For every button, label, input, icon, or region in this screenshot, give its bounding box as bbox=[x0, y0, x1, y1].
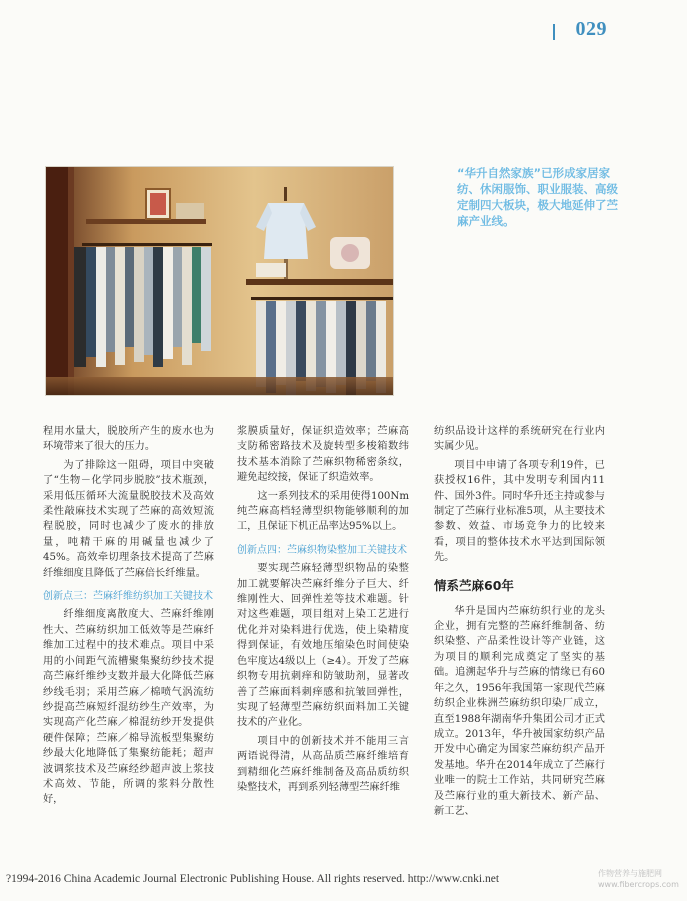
subheading-innovation-4: 创新点四：苎麻织物染整加工关键技术 bbox=[237, 544, 407, 556]
clothing-store-illustration bbox=[46, 167, 393, 395]
paragraph: 项目中的创新技术并不能用三言两语说得清，从高品质苎麻纤维培育到精细化苎麻纤维制备及高品质纺织染整技术，再到系列轻薄型苎麻纤维 bbox=[237, 735, 409, 793]
subheading-innovation-3: 创新点三：苎麻纤维纺织加工关键技术 bbox=[43, 591, 213, 603]
paragraph: 要实现苎麻轻薄型织物品的染整加工就要解决苎麻纤维分子巨大、纤维刚性大、回弹性差等技术难题。针对这些难题，项目组对上染工艺进行优化并对染料进行优选，使上染精度得到保证，有效地压缩染色时间使染色牢度达4级以上（≥4）。开发了苎麻织物专用抗刺痒和防皱助剂，显著改善了苎麻面料刺痒感和抗皱回弹性，实现了轻薄型苎麻纺织面料加工关键技术的产业化。 bbox=[237, 563, 409, 729]
paragraph: 纤维细度离散度大、苎麻纤维刚性大、苎麻纺织加工低效等是苎麻纤维加工过程中的技术难点。项目中采用的小间距气流槽聚集聚纺纱技术提高苎麻纤维纱支数并最大化降低苎麻纱线毛羽；采用苎麻／棉喷气涡流纺纱提高苎麻短纤混纺纱生产效率，为实现高产化苎麻／棉混纺纱开发提供硬件保障；苎麻／棉导流板型集聚纺纱最大化地降低了集聚纺能耗；超声波调浆技术及苎麻经纱超声波上浆技术高效、节能，所调的浆料分散性好， bbox=[43, 609, 214, 806]
paragraph: 项目中申请了各项专利19件，已获授权16件，其中发明专利国内11件、国外3件。同时华升还主持或参与制定了苎麻行业标准5项，从主要技术参数、效益、市场竞争力的比较来看，项目的整体技术水平达到国际领先。 bbox=[434, 459, 605, 564]
page-number-bar bbox=[553, 24, 555, 40]
text-column-3 bbox=[434, 424, 605, 819]
site-watermark: 作物营养与施肥网 www.fibercrops.com bbox=[598, 869, 679, 889]
paragraph: 为了排除这一阻碍，项目中突破了“生物－化学同步脱胶”技术瓶颈，采用低压循环大流量脱胶技术及高效柔性敲麻技术实现了苎麻的高效短流程脱胶，同时也减少了废水的排放量，吨精干麻的用碱量也减少了45%。高效牵切理条技术提高了苎麻纤维细度且降低了苎麻倍长纤维量。 bbox=[43, 459, 214, 579]
text-column-2 bbox=[237, 424, 409, 795]
paragraph: 华升是国内苎麻纺织行业的龙头企业，拥有完整的苎麻纤维制备、纺织染整、产品柔性设计等产业链，这为项目的顺利完成奠定了坚实的基础。追溯起华升与苎麻的情缘已有60年之久，1956年我国第一家现代苎麻纺织企业株洲苎麻纺织印染厂成立，直至1988年湖南华升集团公司才正式成立。2013年，华升被国家纺织产品开发中心确定为国家苎麻纺织产品开发基地。华升在2014年成立了苎麻行业唯一的院士工作站，共同研究苎麻及苎麻行业的重大新技术、新产品、新工艺、 bbox=[434, 605, 605, 817]
page-number: 029 bbox=[575, 18, 607, 40]
paragraph: 纺织品设计这样的系统研究在行业内实属少见。 bbox=[434, 426, 605, 453]
paragraph: 这一系列技术的采用使得100Nm纯苎麻高档轻薄型织物能够顺利的加工，且保证下机正品率达95%以上。 bbox=[237, 490, 409, 533]
text-column-1 bbox=[43, 424, 214, 808]
photo-caption: “华升自然家族”已形成家居家纺、休闲服饰、职业服装、高级定制四大板块，极大地延伸了苎麻产业线。 bbox=[457, 166, 618, 228]
paragraph: 浆膜质量好，保证织造效率；苎麻高支防稀密路技术及旋转型多梭箱数纬技术基本消除了苎麻织物稀密条纹，避免起绞接，保证了织造效率。 bbox=[237, 426, 409, 484]
section-title: 情系苎麻60年 bbox=[434, 577, 514, 593]
store-display-photo bbox=[45, 166, 394, 396]
paragraph: 程用水量大，脱胶所产生的废水也为环境带来了很大的压力。 bbox=[43, 426, 214, 453]
copyright-footer: ?1994-2016 China Academic Journal Electronic Publishing House. All rights reserved. http://www.cnki.net bbox=[6, 873, 500, 885]
